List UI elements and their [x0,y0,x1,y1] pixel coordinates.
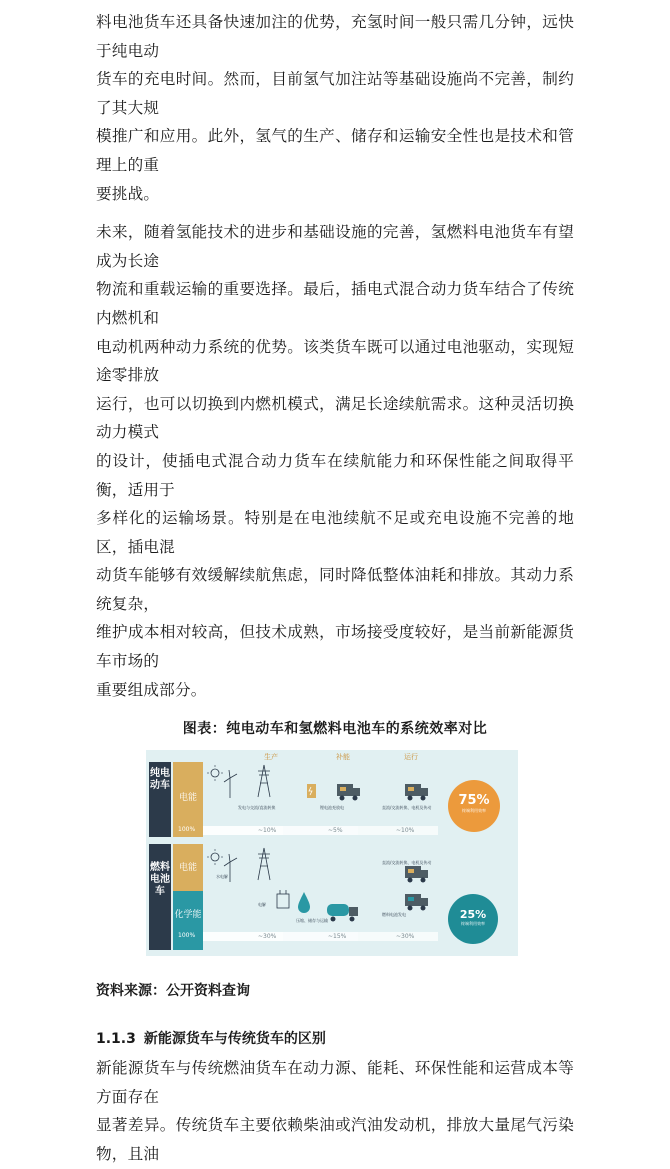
ev-energy-block: 电能 [173,762,203,837]
text-line: 重要组成部分。 [96,680,207,699]
text-line: 料电池货车还具备快速加注的优势，充氢时间一般只需几分钟，远快于纯电动 [96,13,574,60]
text-line: 物流和重载运输的重要选择。最后，插电式混合动力货车结合了传统内燃机和 [96,280,574,327]
fc-power-tower-icon [254,846,274,882]
fc-note-2: 电解 [258,902,266,908]
ev-efficiency-value: 75% [458,793,490,809]
section-heading [96,1028,574,1048]
paragraph-comparison [96,1054,574,1168]
text-line: 电动机两种动力系统的优势。该类货车既可以通过电池驱动，实现短途零排放 [96,337,574,385]
ev-start-pct: 100% [178,826,196,834]
paragraph-future-phev [96,218,574,704]
ev-note-1: 发电与交流/直流转换 [238,805,276,811]
fc-loss-1: ~30% [258,933,277,941]
fc-start-pct: 100% [178,932,196,940]
fc-sun-wind-icon [206,848,242,884]
fc-efficiency-value: 25% [459,908,487,922]
fc-loss-3: ~30% [396,933,415,941]
ev-efficiency-circle [448,780,500,832]
ev-loss-2: ~5% [328,827,343,835]
fc-band-2 [283,932,358,941]
charger-icon [304,780,320,800]
fc-note-4: 直流/交流转换、电机及传动 [382,860,432,866]
power-tower-icon [254,763,274,799]
stage-operation: 运行 [404,753,418,762]
hydrogen-drop-icon [296,890,312,914]
ev-loss-3: ~10% [396,827,415,835]
text-line: 维护成本相对较高，但技术成熟，市场接受度较好，是当前新能源货车市场的 [96,623,574,671]
efficiency-infographic [146,750,518,956]
paragraph-hydrogen-refuel [96,8,574,208]
hydrogen-tanker-icon [326,898,360,924]
text-line: 要挑战。 [96,184,160,203]
ev-efficiency-note: 终端利用效率 [462,808,486,814]
fc-chemical-energy-block: 化学能 [173,891,203,950]
text-line: 多样化的运输场景。特别是在电池续航不足或充电设施不完善的地区，插电混 [96,509,574,556]
stage-replenish: 补能 [336,753,350,762]
fc-loss-2: ~15% [328,933,347,941]
ev-loss-1: ~10% [258,827,277,835]
sun-wind-icon [206,764,242,800]
section-number: 1.1.3 [96,1031,136,1048]
ev-row-label: 纯电动车 [149,762,171,837]
fc-electric-energy-block: 电能 [173,844,203,891]
text-line: 的设计，使插电式混合动力货车在续航能力和环保性能之间取得平衡，适用于 [96,451,574,499]
section-title: 新能源货车与传统货车的区别 [143,1031,326,1048]
text-line: 运行，也可以切换到内燃机模式，满足长途续航需求。这种灵活切换动力模式 [96,394,574,442]
text-line: 显著差异。传统货车主要依赖柴油或汽油发动机，排放大量尾气污染物，且油 [96,1116,574,1164]
figure-caption: 图表：纯电动车和氢燃料电池车的系统效率对比 [182,721,488,738]
fc-note-5: 燃料电池发电 [382,912,406,918]
fc-row-label: 燃料电池车 [149,844,171,950]
fc-note-1: 水电解 [216,874,228,880]
text-line: 模推广和应用。此外，氢气的生产、储存和运输安全性也是技术和管理上的重 [96,127,574,174]
text-line: 新能源货车与传统燃油货车在动力源、能耗、环保性能和运营成本等方面存在 [96,1059,574,1106]
fc-truck-bottom-icon [404,888,430,912]
stage-production: 生产 [264,753,278,762]
document-page [96,0,574,1169]
ev-note-2: 锂电池充放电 [320,805,344,811]
text-line: 动货车能够有效缓解续航焦虑，同时降低整体油耗和排放。其动力系统复杂， [96,566,574,613]
ev-band-2 [283,826,358,835]
fc-efficiency-note: 终端利用效率 [461,921,485,927]
fc-note-3: 压缩、储存与运输 [296,918,328,924]
text-line: 货车的充电时间。然而，目前氢气加注站等基础设施尚不完善，制约了其大规 [96,70,574,117]
electrolyzer-icon [274,888,294,910]
fc-truck-top-icon [404,862,430,884]
text-line: 未来，随着氢能技术的进步和基础设施的完善，氢燃料电池货车有望成为长途 [96,223,574,270]
ev-note-3: 直流/交流转换、电机及传动 [382,805,432,811]
fc-efficiency-circle [448,894,498,944]
ev-truck-charging-icon [336,780,362,802]
ev-truck-icon [404,778,430,802]
figure-source: 资料来源：公开资料查询 [96,983,250,1000]
